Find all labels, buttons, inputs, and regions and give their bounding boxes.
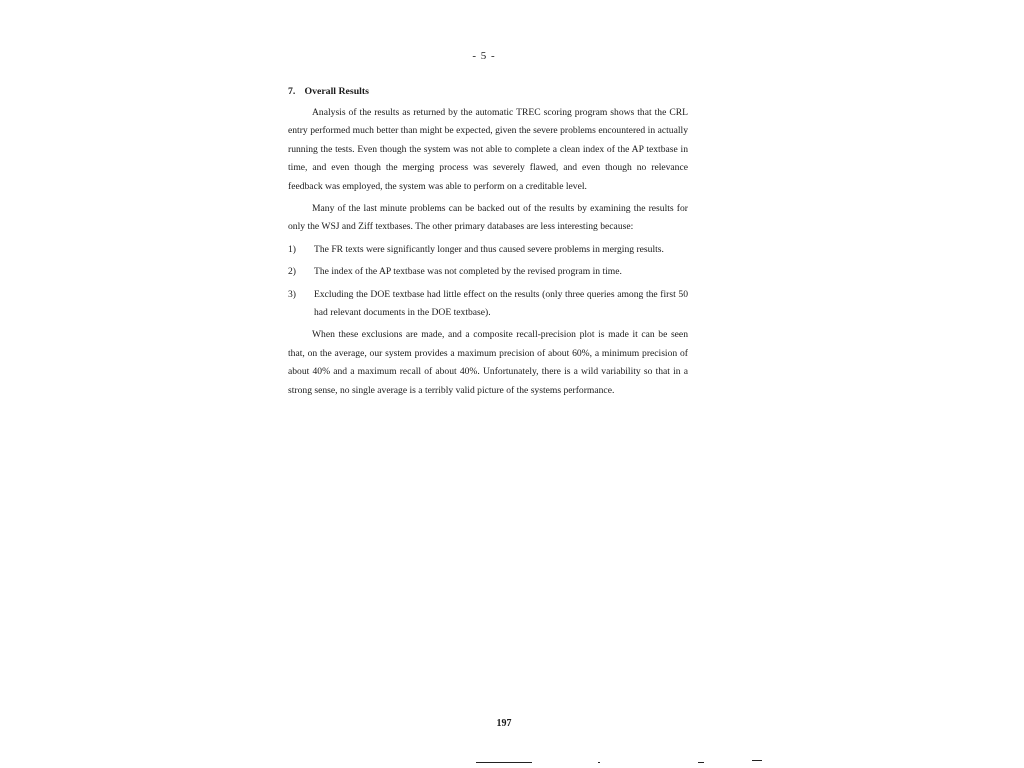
section-title: Overall Results [304, 86, 369, 97]
list-text: The FR texts were significantly longer and thus caused severe problems in merging results. [314, 243, 664, 255]
scan-artifact-line [752, 760, 762, 761]
list-item [288, 286, 688, 323]
list-item [288, 263, 688, 281]
scan-artifact-line [476, 762, 532, 763]
page-number: 197 [496, 718, 512, 729]
list-marker: 2) [288, 266, 296, 278]
scan-artifact-dot [598, 762, 600, 763]
paragraph-analysis: Analysis of the results as returned by the automatic TREC scoring program shows that the CRL entry performed much better than might be expected, given the severe problems encountered in actually running the tests. Even though the system was not able to complete a clean index of the AP textbase in time, and even though the merging process was severely flawed, and even though no relevance feedback was employed, the system was able to perform on a creditable level. [288, 107, 688, 192]
list-text: Excluding the DOE textbase had little effect on the results (only three queries among the first 50 had relevant documents in the DOE textbase). [314, 288, 688, 319]
scan-artifact-line [698, 762, 704, 763]
section-number: 7. [288, 86, 296, 97]
paragraph-exclusions: When these exclusions are made, and a composite recall-precision plot is made it can be seen that, on the average, our system provides a maximum precision of about 60%, a minimum precision of about 40% and a maximum recall of about 40%. Unfortunately, there is a wild variability so that in a strong sense, no single average is a terribly valid picture of the systems performance. [288, 329, 688, 396]
list-marker: 1) [288, 243, 296, 255]
paragraph-last-minute-problems: Many of the last minute problems can be backed out of the results by examining the results for only the WSJ and Ziff textbases. The other primary databases are less interesting because: [288, 203, 688, 233]
list-text: The index of the AP textbase was not completed by the revised program in time. [314, 266, 622, 278]
section-heading [288, 84, 688, 100]
list-marker: 3) [288, 288, 296, 300]
list-item [288, 241, 688, 259]
page-marker: - 5 - [472, 50, 496, 62]
document-body [288, 84, 688, 404]
